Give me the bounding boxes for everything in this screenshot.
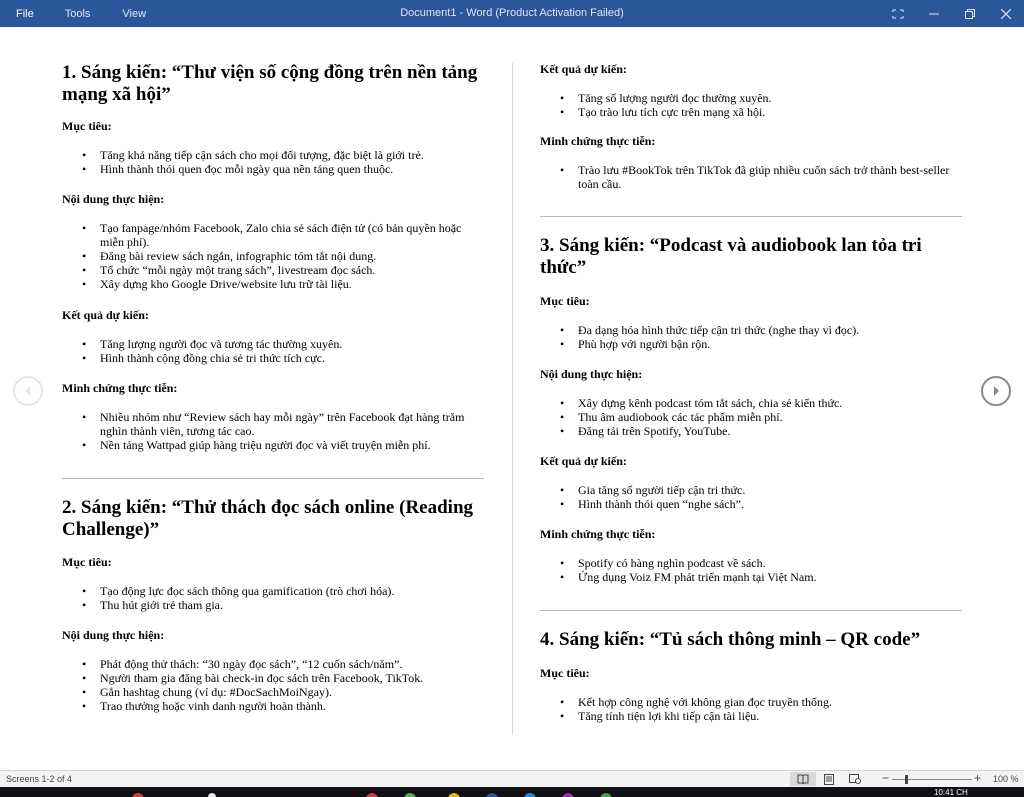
list-item: • Tăng số lượng người đọc thường xuyên. — [578, 91, 960, 105]
book-icon — [797, 774, 809, 784]
window-title-wrap — [0, 0, 1024, 27]
document-area — [0, 27, 1024, 770]
column-divider — [512, 63, 513, 735]
section-1-content-list — [100, 221, 482, 291]
section-2-result-heading: Kết quả dự kiến: — [540, 62, 627, 76]
section-1-goal-heading: Mục tiêu: — [62, 119, 112, 133]
section-2-proof-list — [578, 163, 960, 191]
section-2-goal-heading: Mục tiêu: — [62, 555, 112, 569]
list-item: • Tổ chức “mỗi ngày một trang sách”, livestream đọc sách. — [100, 263, 482, 277]
list-item: • Thu hút giới trẻ tham gia. — [100, 598, 482, 612]
section-1-goal-list — [100, 148, 482, 176]
close-button[interactable] — [988, 0, 1024, 27]
section-3-title: 3. Sáng kiến: “Podcast và audiobook lan tỏa tri thức” — [540, 235, 922, 278]
section-1-proof-heading: Minh chứng thực tiễn: — [62, 381, 178, 395]
chevron-left-icon — [22, 385, 34, 397]
list-item: • Đăng tải trên Spotify, YouTube. — [578, 424, 960, 438]
status-bar — [0, 770, 1024, 787]
section-2-goal-list — [100, 584, 482, 612]
list-item: • Xây dựng kênh podcast tóm tắt sách, chia sẻ kiến thức. — [578, 396, 960, 410]
taskbar-clock[interactable]: 10:41 CH — [934, 788, 968, 797]
section-separator — [540, 216, 962, 217]
list-item: • Thu âm audiobook các tác phẩm miễn phí. — [578, 410, 960, 424]
section-1-result-heading: Kết quả dự kiến: — [62, 308, 149, 322]
page-icon — [824, 774, 834, 785]
list-item: • Đăng bài review sách ngắn, infographic tóm tắt nội dung. — [100, 249, 482, 263]
chevron-right-icon — [990, 385, 1002, 397]
window-title: Document1 - Word (Product Activation Failed) — [400, 7, 624, 19]
section-3-goal-heading: Mục tiêu: — [540, 294, 590, 308]
list-item: • Hình thành thói quen đọc mỗi ngày qua nền tảng quen thuộc. — [100, 162, 482, 176]
list-item: • Gia tăng số người tiếp cận tri thức. — [578, 483, 960, 497]
next-screen-button[interactable] — [981, 376, 1011, 406]
section-3-goal-list — [578, 323, 960, 351]
list-item: • Phù hợp với người bận rộn. — [578, 337, 960, 351]
list-item: • Phát động thử thách: “30 ngày đọc sách”, “12 cuốn sách/năm”. — [100, 657, 482, 671]
section-1-content-heading: Nội dung thực hiện: — [62, 192, 165, 206]
restore-button[interactable] — [952, 0, 988, 27]
section-3-content-heading: Nội dung thực hiện: — [540, 367, 643, 381]
zoom-control — [880, 772, 984, 786]
list-item: • Đa dạng hóa hình thức tiếp cận tri thức (nghe thay vì đọc). — [578, 323, 960, 337]
list-item: • Kết hợp công nghệ với không gian đọc truyền thống. — [578, 695, 960, 709]
section-2-content-heading: Nội dung thực hiện: — [62, 628, 165, 642]
section-4-title: 4. Sáng kiến: “Tủ sách thông minh – QR code” — [540, 629, 921, 650]
list-item: • Hình thành cộng đồng chia sẻ tri thức tích cực. — [100, 351, 482, 365]
section-3-proof-heading: Minh chứng thực tiễn: — [540, 527, 656, 541]
list-item: • Tăng khả năng tiếp cận sách cho mọi đối tượng, đặc biệt là giới trẻ. — [100, 148, 482, 162]
minimize-button[interactable] — [916, 0, 952, 27]
web-layout-button[interactable] — [842, 772, 868, 786]
section-2-result-list — [578, 91, 960, 119]
window-controls — [880, 0, 1024, 27]
app-icon[interactable] — [404, 793, 416, 797]
minimize-icon — [929, 9, 939, 19]
print-layout-button[interactable] — [816, 772, 842, 786]
folder-icon[interactable] — [448, 793, 460, 797]
list-item: • Trào lưu #BookTok trên TikTok đã giúp nhiều cuốn sách trở thành best-seller toàn cầu. — [578, 163, 960, 191]
zoom-slider-thumb[interactable] — [905, 775, 908, 784]
list-item: • Ứng dụng Voiz FM phát triển mạnh tại Việt Nam. — [578, 570, 960, 584]
list-item: • Gắn hashtag chung (ví dụ: #DocSachMoiNgay). — [100, 685, 482, 699]
page-counter: Screens 1-2 of 4 — [6, 774, 73, 784]
list-item: • Spotify có hàng nghìn podcast về sách. — [578, 556, 960, 570]
section-separator — [540, 610, 962, 611]
section-1-title: 1. Sáng kiến: “Thư viện số cộng đồng trên nền tảng mạng xã hội” — [62, 62, 478, 105]
section-2-proof-heading: Minh chứng thực tiễn: — [540, 134, 656, 148]
zoom-out-icon[interactable]: − — [882, 771, 890, 785]
section-3-result-list — [578, 483, 960, 511]
list-item: • Tạo trào lưu tích cực trên mạng xã hội. — [578, 105, 960, 119]
section-separator — [62, 478, 484, 479]
chrome-icon[interactable] — [132, 793, 144, 797]
list-item: • Tạo fanpage/nhóm Facebook, Zalo chia sẻ sách điện tử (có bản quyền hoặc miễn phí). — [100, 221, 482, 249]
word-icon[interactable] — [486, 793, 498, 797]
focus-mode-button[interactable] — [880, 0, 916, 27]
restore-icon — [965, 9, 975, 19]
web-layout-icon — [849, 774, 861, 784]
section-3-content-list — [578, 396, 960, 438]
list-item: • Xây dựng kho Google Drive/website lưu trữ tài liệu. — [100, 277, 482, 291]
title-bar — [0, 0, 1024, 27]
menu-file[interactable]: File — [16, 7, 34, 20]
section-4-goal-heading: Mục tiêu: — [540, 666, 590, 680]
section-1-result-list — [100, 337, 482, 365]
app-icon[interactable] — [562, 793, 574, 797]
file-icon[interactable] — [208, 793, 216, 797]
menu-bar — [0, 0, 146, 27]
app-icon[interactable] — [600, 793, 612, 797]
section-2-content-list — [100, 657, 482, 713]
section-4-goal-list — [578, 695, 960, 723]
app-icon[interactable] — [524, 793, 536, 797]
view-switcher — [790, 772, 868, 786]
zoom-in-icon[interactable]: + — [974, 771, 982, 785]
taskbar — [0, 787, 1024, 797]
section-3-result-heading: Kết quả dự kiến: — [540, 454, 627, 468]
section-2-title: 2. Sáng kiến: “Thử thách đọc sách online (Reading Challenge)” — [62, 497, 474, 540]
list-item: • Người tham gia đăng bài check-in đọc sách trên Facebook, TikTok. — [100, 671, 482, 685]
list-item: • Hình thành thói quen “nghe sách”. — [578, 497, 960, 511]
menu-view[interactable]: View — [122, 7, 147, 20]
menu-tools[interactable]: Tools — [64, 7, 91, 20]
close-icon — [1001, 9, 1011, 19]
section-3-proof-list — [578, 556, 960, 584]
zoom-level[interactable]: 100 % — [993, 774, 1019, 784]
section-1-proof-list — [100, 410, 482, 452]
list-item: • Tăng tính tiện lợi khi tiếp cận tài liệu. — [578, 709, 960, 723]
previous-screen-button[interactable] — [13, 376, 43, 406]
list-item: • Tạo động lực đọc sách thông qua gamification (trò chơi hóa). — [100, 584, 482, 598]
list-item: • Nhiều nhóm như “Review sách hay mỗi ngày” trên Facebook đạt hàng trăm nghìn thành viên, tương tác cao. — [100, 410, 482, 438]
list-item: • Nền tảng Wattpad giúp hàng triệu người đọc và viết truyện miễn phí. — [100, 438, 482, 452]
read-mode-button[interactable] — [790, 772, 816, 786]
list-item: • Trao thưởng hoặc vinh danh người hoàn thành. — [100, 699, 482, 713]
list-item: • Tăng lượng người đọc và tương tác thường xuyên. — [100, 337, 482, 351]
zoom-slider-track[interactable] — [892, 779, 972, 780]
app-icon[interactable] — [366, 793, 378, 797]
focus-mode-icon — [892, 9, 904, 19]
